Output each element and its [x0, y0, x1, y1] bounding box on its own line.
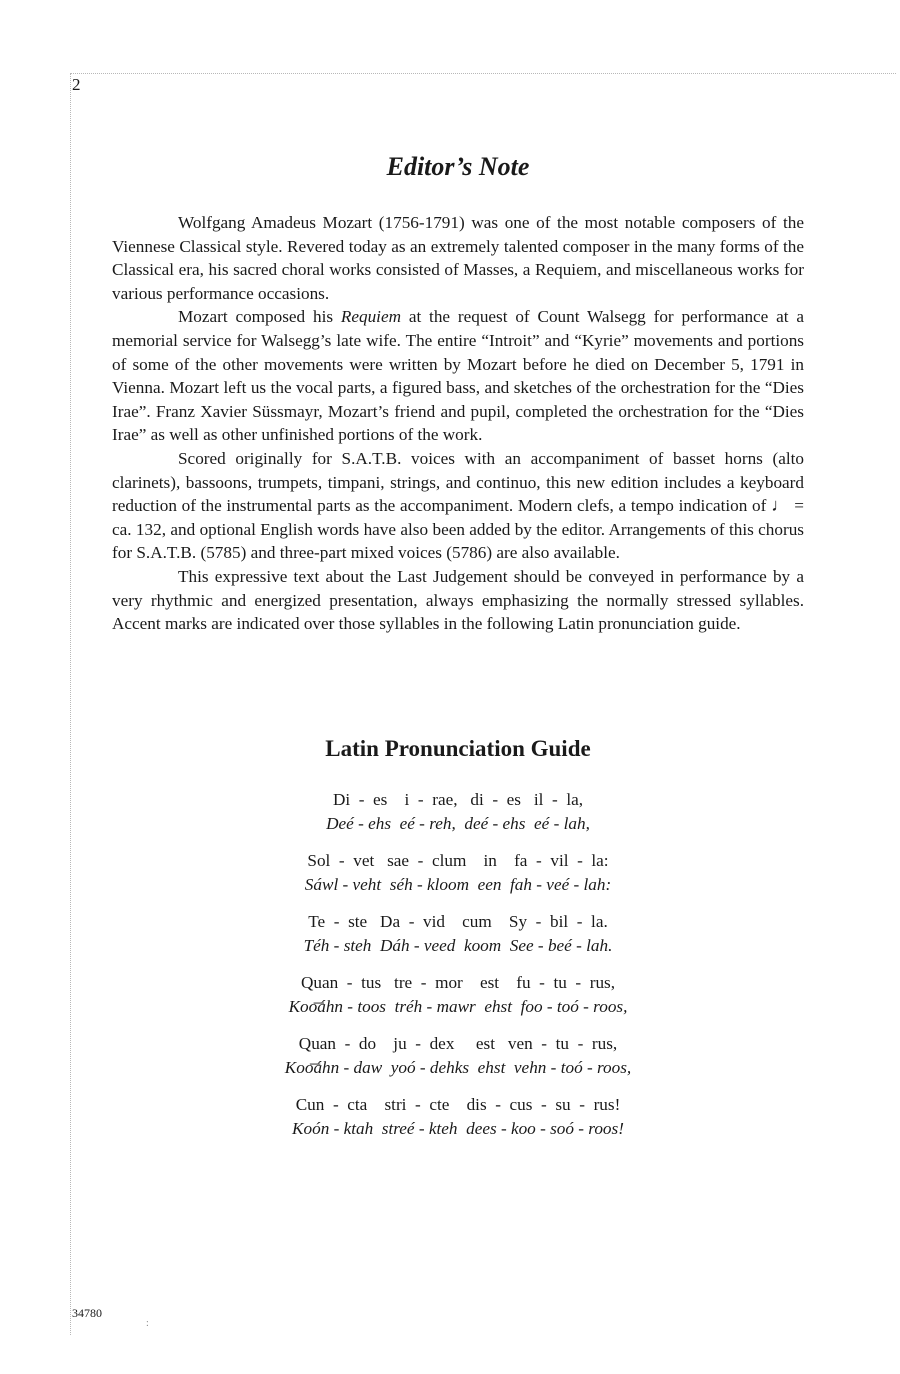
guide-entry: [0, 1093, 900, 1140]
guide-entry: [0, 971, 900, 1018]
p2-text-start: Mozart composed his: [178, 307, 341, 327]
pronunciation-guide-title: Latin Pronunciation Guide: [325, 736, 591, 761]
guide-entry: [0, 788, 900, 835]
latin-line: Sol - vet sae - clum in fa - vil - la:: [307, 851, 609, 870]
page-number: 2: [72, 75, 81, 94]
requiem-title: Requiem: [340, 307, 401, 327]
editors-note-title: Editor’s Note: [386, 152, 530, 181]
pronunciation-line: Koón - ktah streé - kteh dees - koo - soó - roos!: [292, 1118, 624, 1138]
catalog-number: 34780: [72, 1306, 102, 1320]
pronunciation-guide: [0, 788, 900, 1154]
quarter-note-icon: ♩: [771, 495, 790, 516]
page-border-top: [70, 73, 896, 74]
editors-note-body: [112, 211, 804, 636]
latin-line: Quan - do ju - dex est ven - tu - rus,: [298, 1034, 618, 1053]
latin-line: Cun - cta stri - cte dis - cus - su - rus!: [295, 1095, 621, 1114]
latin-line: Di - es i - rae, di - es il - la,: [332, 790, 584, 809]
p3-text-end: = ca. 132, and optional English words have also been added by the editor. Arrangements of this chorus for S.A.T.B. (5785) and three-part mixed voices (5786) are also available.: [112, 496, 804, 563]
pronunciation-line: Koo͞áhn - daw yoó - dehks ehst vehn - toó - roos,: [284, 1057, 632, 1077]
p3-text-start: Scored originally for S.A.T.B. voices with an accompaniment of basset horns (alto clarinets), bassoons, trumpets, timpani, strings, and continuo, this new edition includes a keyboard reduction of the instrumental parts as the accompaniment. Modern clefs, a tempo indication of: [112, 448, 804, 516]
p2-text-end: at the request of Count Walsegg for performance at a memorial service for Walsegg’s late wife. The entire “Introit” and “Kyrie” movements and portions of some of the other movements were written by Mozart before he died on December 5, 1791 in Vienna. Mozart left us the vocal parts, a figured bass, and sketches of the orchestration for the “Dies Irae”. Franz Xavier Süssmayr, Mozart’s friend and pupil, completed the orchestration for the “Dies Irae” as well as other unfinished portions of the work.: [112, 307, 804, 445]
guide-entry: [0, 1032, 900, 1079]
guide-entry: [0, 849, 900, 896]
paragraph-1: Wolfgang Amadeus Mozart (1756-1791) was one of the most notable composers of the Viennese Classical style. Revered today as an extremely talented composer in the many forms of the Classical era, his sacred choral works consisted of Masses, a Requiem, and miscellaneous works for various performance occasions.: [112, 213, 804, 303]
pronunciation-line: Koo͞áhn - toos tréh - mawr ehst foo - toó - roos,: [288, 996, 628, 1016]
guide-entry: [0, 910, 900, 957]
latin-line: Te - ste Da - vid cum Sy - bil - la.: [308, 912, 608, 931]
pronunciation-line: Téh - steh Dáh - veed koom See - beé - lah.: [303, 935, 613, 955]
paragraph-3: [112, 447, 804, 565]
latin-line: Quan - tus tre - mor est fu - tu - rus,: [300, 973, 616, 992]
paragraph-4: This expressive text about the Last Judgement should be conveyed in performance by a very rhythmic and energized presentation, always emphasizing the normally stressed syllables. Accent marks are indicated over those syllables in the following Latin pronunciation guide.: [112, 566, 804, 634]
pronunciation-line: Sáwl - veht séh - kloom een fah - veé - lah:: [304, 874, 612, 894]
pronunciation-line: Deé - ehs eé - reh, deé - ehs eé - lah,: [326, 813, 590, 833]
bottom-mark: :: [146, 1318, 149, 1329]
paragraph-2: [112, 305, 804, 447]
